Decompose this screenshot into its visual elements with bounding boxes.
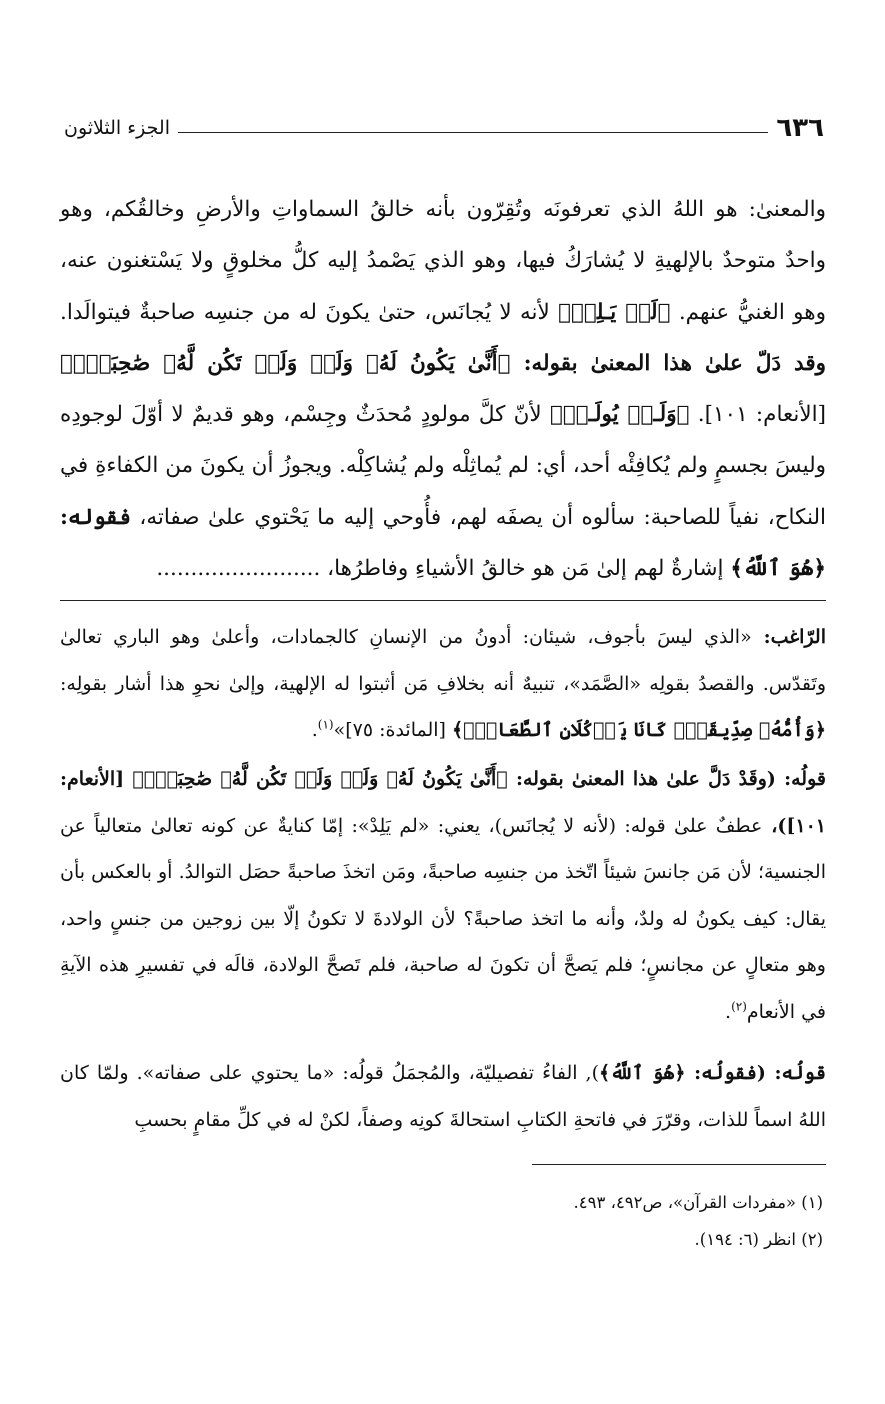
footnote-rule bbox=[532, 1164, 826, 1165]
main-paragraph bbox=[60, 184, 826, 594]
verse-reference: [الأنعام: ١٠١])، bbox=[60, 768, 826, 837]
footnote-marker[interactable]: (١) bbox=[317, 717, 334, 732]
main-text-segment: [الأنعام: ١٠١]. bbox=[689, 402, 826, 428]
quran-verse: ﴿وَأُمُّهُۥ صِدِّيقَةٞۖ كَانَا يَأۡكُلَانِ ٱلطَّعَامَۗ﴾ bbox=[452, 719, 826, 741]
quran-verse: ﴿أَنَّىٰ يَكُونُ لَهُۥ وَلَدٞ وَلَمۡ تَكُن لَّهُۥ صَٰحِبَةٞۖ﴾ bbox=[132, 768, 508, 790]
commentary-text: عطفٌ علىٰ قوله: (لأنه لا يُجانَس)، يعني: «لم يَلِدْ»: إمّا كنايةٌ عن كونه تعالىٰ متعالياً عن الجنسية؛ لأن مَن جانسَ شيئاً اتّخذ من جنسِه صاحبةً، ومَن اتخذَ صاحبةً حصَل التوالدُ. أو بالعكس بأن يقال: كيف يكونُ له ولدٌ، وأنه ما اتخذ صاحبةً؟ لأن الولادةَ لا تكونُ إلّا بين زوجين من جنسٍ واحد، وهو متعالٍ عن مجانسٍ؛ فلم يَصحَّ أن تكونَ له صاحبة، فلم تَصحَّ الولادة، قالَه في تفسيرِ هذه الآيةِ في الأنعام bbox=[60, 814, 826, 1023]
lead-phrase: الرّاغب: bbox=[751, 626, 827, 648]
section-divider bbox=[60, 600, 826, 601]
lead-phrase: قولُه: (وقَدْ دَلَّ علىٰ هذا المعنىٰ بقوله: bbox=[507, 768, 826, 790]
quran-verse: ﴿هُوَ ٱللَّهُ﴾ bbox=[599, 1062, 686, 1084]
main-text-segment: إشارةٌ لهم إلىٰ مَن هو خالقُ الأشياءِ وفاطرُها، ........................ bbox=[156, 556, 731, 582]
quran-verse: ﴿وَلَـمۡ يُولَـدۡ﴾ bbox=[549, 402, 690, 428]
quran-verse: ﴿لَمۡ يَـلِدۡ﴾ bbox=[558, 299, 671, 325]
footnotes bbox=[123, 1184, 823, 1258]
verse-reference: [المائدة: ٧٥]» bbox=[333, 719, 452, 741]
main-text-segment: لأنه لا يُجانَس، حتىٰ يكونَ له من جنسِه صاحبةٌ فيتوالَدا. bbox=[60, 299, 559, 325]
commentary-text: «الذي ليسَ بأجوف، شيئان: أدونُ من الإنسانِ كالجمادات، وأعلىٰ وهو الباري تعالىٰ وتَقدّس. والقصدُ بقولِه «الصَّمَد»، تنبيهٌ أنه بخلافِ مَن أثبتوا له الإلهية، وإلىٰ نحوِ هذا أشار بقولِه: bbox=[60, 626, 826, 695]
page-number: ٦٣٦ bbox=[776, 113, 824, 143]
commentary-text: ), الفاءُ تفصيليّة، والمُجمَلُ قولُه: «ما يحتوي على صفاته». ولمّا كان اللهُ اسماً للذات، وقرّرَ في فاتحةِ الكتابِ استحالةَ كونِه وصفاً، لكنْ له في كلِّ مقامٍ بحسبِ bbox=[60, 1062, 826, 1131]
footnote-marker[interactable]: (٢) bbox=[731, 999, 747, 1014]
main-text-segment: لأنّ كلَّ مولودٍ مُحدَثٌ وجِسْم، وهو قديمٌ لا أوّلَ لوجودِه وليسَ بجسمٍ ولم يُكافِئْه أحد، أي: لم يُماثِلْه ولم يُشاكِلْه. ويجوزُ أن يكونَ من الكفاءةِ في النكاح، نفياً للصاحبة: سألوه أن يصفَه لهم، فأُوحي إليه ما يَحْتوي علىٰ صفاته، bbox=[60, 402, 826, 530]
footnote-2: (٢) انظر (٦: ١٩٤). bbox=[694, 1230, 823, 1249]
header-rule bbox=[178, 132, 768, 133]
running-title: الجزء الثلاثون bbox=[64, 117, 170, 139]
lead-phrase: وقد دَلّ علىٰ هذا المعنىٰ بقوله: bbox=[510, 350, 826, 376]
quran-verse: ﴿أَنَّىٰ يَكُونُ لَهُۥ وَلَدٞ وَلَمۡ تَكُن لَّهُۥ صَٰحِبَةٞۖ﴾ bbox=[60, 350, 511, 376]
commentary-paragraph-3 bbox=[60, 1050, 826, 1143]
commentary-paragraph-2 bbox=[60, 756, 826, 1035]
main-text-segment: والمعنىٰ: هو اللهُ الذي تعرفونَه وتُقِرّون بأنه خالقُ السماواتِ والأرضِ وخالقُكم، وهو واحدٌ متوحدٌ بالإلهيةِ لا يُشارَكُ فيها، وهو الذي يَصْمدُ إليه كلُّ مخلوقٍ ولا يَسْتغنون عنه، وهو الغنيُّ عنهم. bbox=[60, 197, 826, 325]
commentary-text: . bbox=[311, 719, 318, 741]
lead-phrase: قولُه: (فقولُه: bbox=[685, 1062, 826, 1084]
commentary-paragraph-1 bbox=[60, 614, 826, 754]
lead-phrase: فقوله: bbox=[60, 504, 131, 530]
commentary-text: . bbox=[725, 1000, 732, 1023]
main-text bbox=[60, 184, 826, 594]
running-header bbox=[64, 108, 824, 148]
footnote-1: (١) «مفردات القرآن»، ص٤٩٢، ٤٩٣. bbox=[573, 1193, 823, 1212]
quran-verse: ﴿هُوَ ٱللَّهُ﴾ bbox=[730, 556, 826, 582]
